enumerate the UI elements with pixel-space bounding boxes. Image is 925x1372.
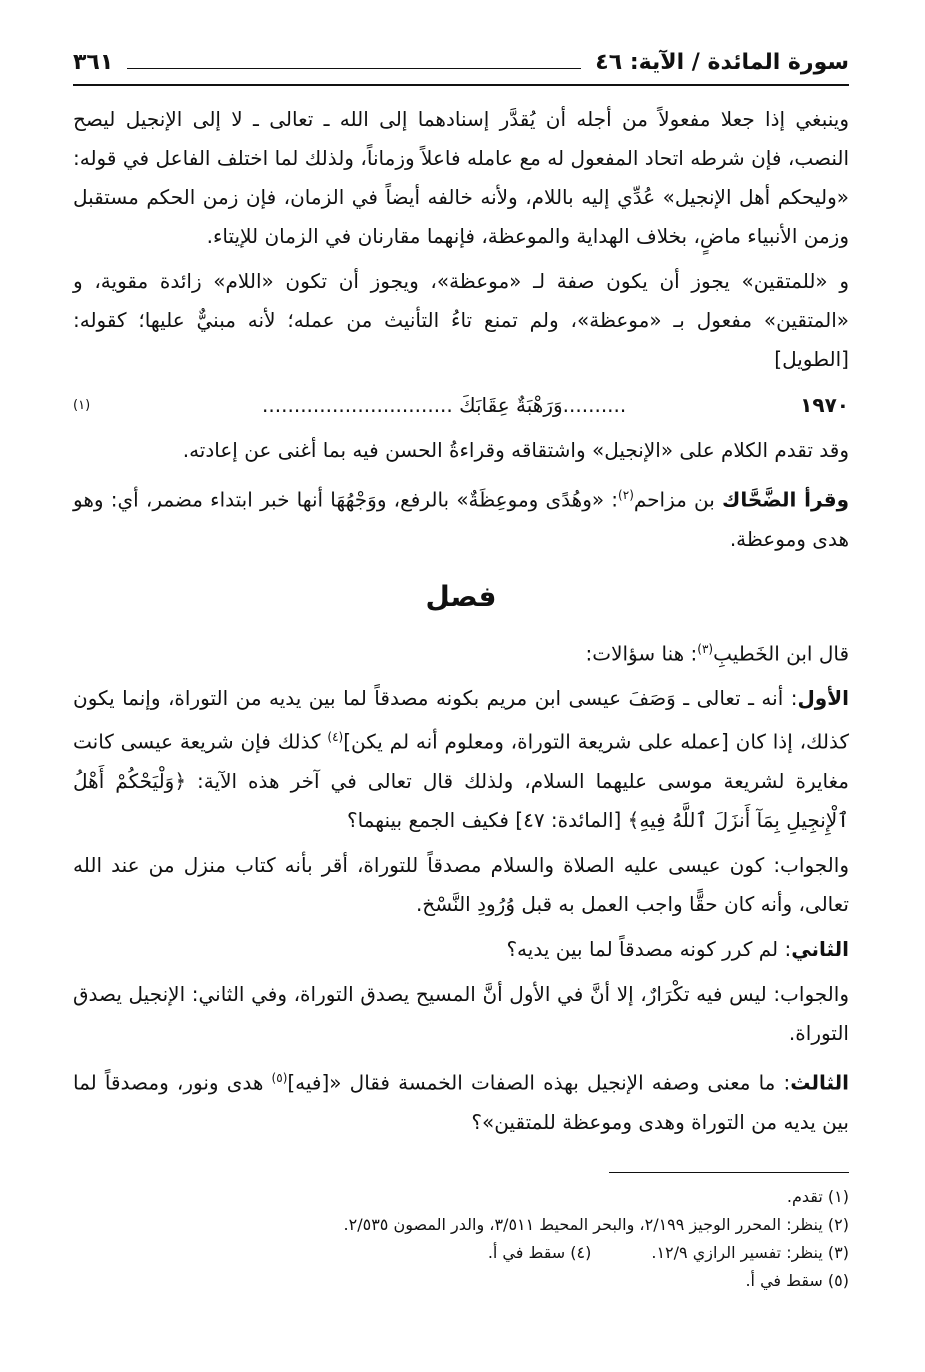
running-header <box>73 40 849 86</box>
paragraph-text: قال ابن الخَطيبِ <box>713 641 849 666</box>
chapter-title: سورة المائدة / الآية: ٤٦ <box>595 49 849 75</box>
paragraph <box>73 930 849 969</box>
paragraph: وقد تقدم الكلام على «الإنجيل» واشتقاقه وقراءةُ الحسن فيه بما أغنى عن إعادته. <box>182 438 849 462</box>
footnote: (٤) سقط في أ. <box>487 1242 592 1262</box>
footnote-row <box>73 1239 849 1267</box>
footnote: (٣) ينظر: تفسير الرازي ١٢/٩. <box>651 1242 849 1262</box>
footnote-marker: (٤) <box>327 730 344 745</box>
paragraph-text: : لم كرر كونه مصدقاً لما بين يديه؟ <box>506 936 792 961</box>
footnote-marker: (٥) <box>271 1070 288 1085</box>
paragraph-text: : هنا سؤالات: <box>585 641 698 666</box>
footnote: (٥) سقط في أ. <box>745 1270 849 1290</box>
footnotes <box>73 1183 849 1295</box>
paragraph: والجواب: كون عيسى عليه الصلاة والسلام مصدقاً للتوراة، أقر بأنه كتاب منزل من عند الله تعالى، وأنه كان حقًّا واجب العمل به قبل وُرُودِ النَّسْخ. <box>73 852 849 916</box>
poetry-verse <box>73 385 849 425</box>
paragraph: والجواب: ليس فيه تكْرَارٌ، إلا أنَّ في الأول أنَّ المسيح يصدق التوراة، وفي الثاني: الإنجيل يصدق التوراة. <box>73 981 849 1045</box>
paragraph-text: : ما معنى وصفه الإنجيل بهذه الصفات الخمسة فقال «[فيه] <box>287 1070 791 1095</box>
footnote: (٢) ينظر: المحرر الوجيز ٢/١٩٩، والبحر المحيط ٣/٥١١، والدر المصون ٢/٥٣٥. <box>343 1214 849 1234</box>
verse-number: ١٩٧٠ <box>800 392 849 417</box>
keyword: الأول <box>797 686 849 711</box>
paragraph-text: هدى ونور، ومصدقاً لما بين يديه من التوراة وهدى وموعظة للمتقين»؟ <box>73 1070 849 1134</box>
paragraph-text: كذلك فإن شريعة عيسى كانت مغايرة لشريعة موسى عليهما السلام، ولذلك قال تعالى في آخر هذه الآية: ﴿وَلْيَحْكُمْ أَهْلُ ٱلْإِنجِيلِ بِمَآ أَنزَلَ ٱللَّهُ فِيهِ﴾ [المائدة: ٤٧] فكيف الجمع بينهما؟ <box>73 729 849 832</box>
page-number: ٣٦١ <box>73 49 114 75</box>
paragraph: و «للمتقين» يجوز أن يكون صفة لـ «موعظة»، ويجوز أن تكون «اللام» زائدة مقوية، و «المتقين» مفعول بـ «موعظة»، ولم تمنع تاءُ التأنيث من عمله؛ لأنه مبنيٌّ عليها؛ كقوله: [الطويل] <box>73 269 849 371</box>
footnote-marker: (١) <box>73 397 91 413</box>
footnote: (١) تقدم. <box>786 1186 849 1206</box>
paragraph-text: : أنه ـ تعالى ـ وَصَفَ عيسى ابن مريم بكونه مصدقاً لما بين يديه من التوراة، وإنما يكون كذلك، إذا كان [عمله على شريعة التوراة، ومعلوم أنه لم يكن] <box>73 686 849 754</box>
footnote-marker: (٢) <box>618 488 634 502</box>
paragraph: وينبغي إذا جعلا مفعولاً من أجله أن يُقدَّر إسنادهما إلى الله ـ تعالى ـ لا إلى الإنجيل ليصح النصب، فإن شرطه اتحاد المفعول له مع عامله فاعلاً وزماناً، ولذلك لما اختلف الفاعل في قوله: «وليحكم أهل الإنجيل» عُدِّي إليه باللام، ولأنه خالفه أيضاً في الزمان، فإن زمن الحكم مستقبل وزمن الأنبياء ماضٍ، بخلاف الهداية والموعظة، فإنهما مقارنان في الزمان للإيتاء. <box>73 107 849 248</box>
keyword: الثالث <box>790 1070 850 1095</box>
main-text <box>73 100 849 1142</box>
paragraph-text: : «وهُدًى وموعِظَةٌ» بالرفع، ووَجْهُهَا أنها خبر ابتداء مضمر، أي: وهو هدى وموعظة. <box>73 487 849 551</box>
keyword: وقرأ الضَّحَّاك <box>722 487 849 512</box>
header-rule <box>127 68 581 69</box>
paragraph <box>73 476 849 559</box>
footnote-divider <box>609 1172 849 1173</box>
footnote-marker: (٣) <box>697 641 714 656</box>
paragraph <box>73 630 849 674</box>
book-page <box>73 40 849 1295</box>
paragraph <box>73 679 849 840</box>
section-title: فصل <box>425 579 497 613</box>
paragraph-text: بن مزاحم <box>633 487 723 512</box>
verse-text: ..........وَرَهْبَةٌ عِقَابَكَ .............................. <box>262 392 627 417</box>
paragraph <box>73 1059 849 1142</box>
keyword: الثاني <box>791 936 849 961</box>
